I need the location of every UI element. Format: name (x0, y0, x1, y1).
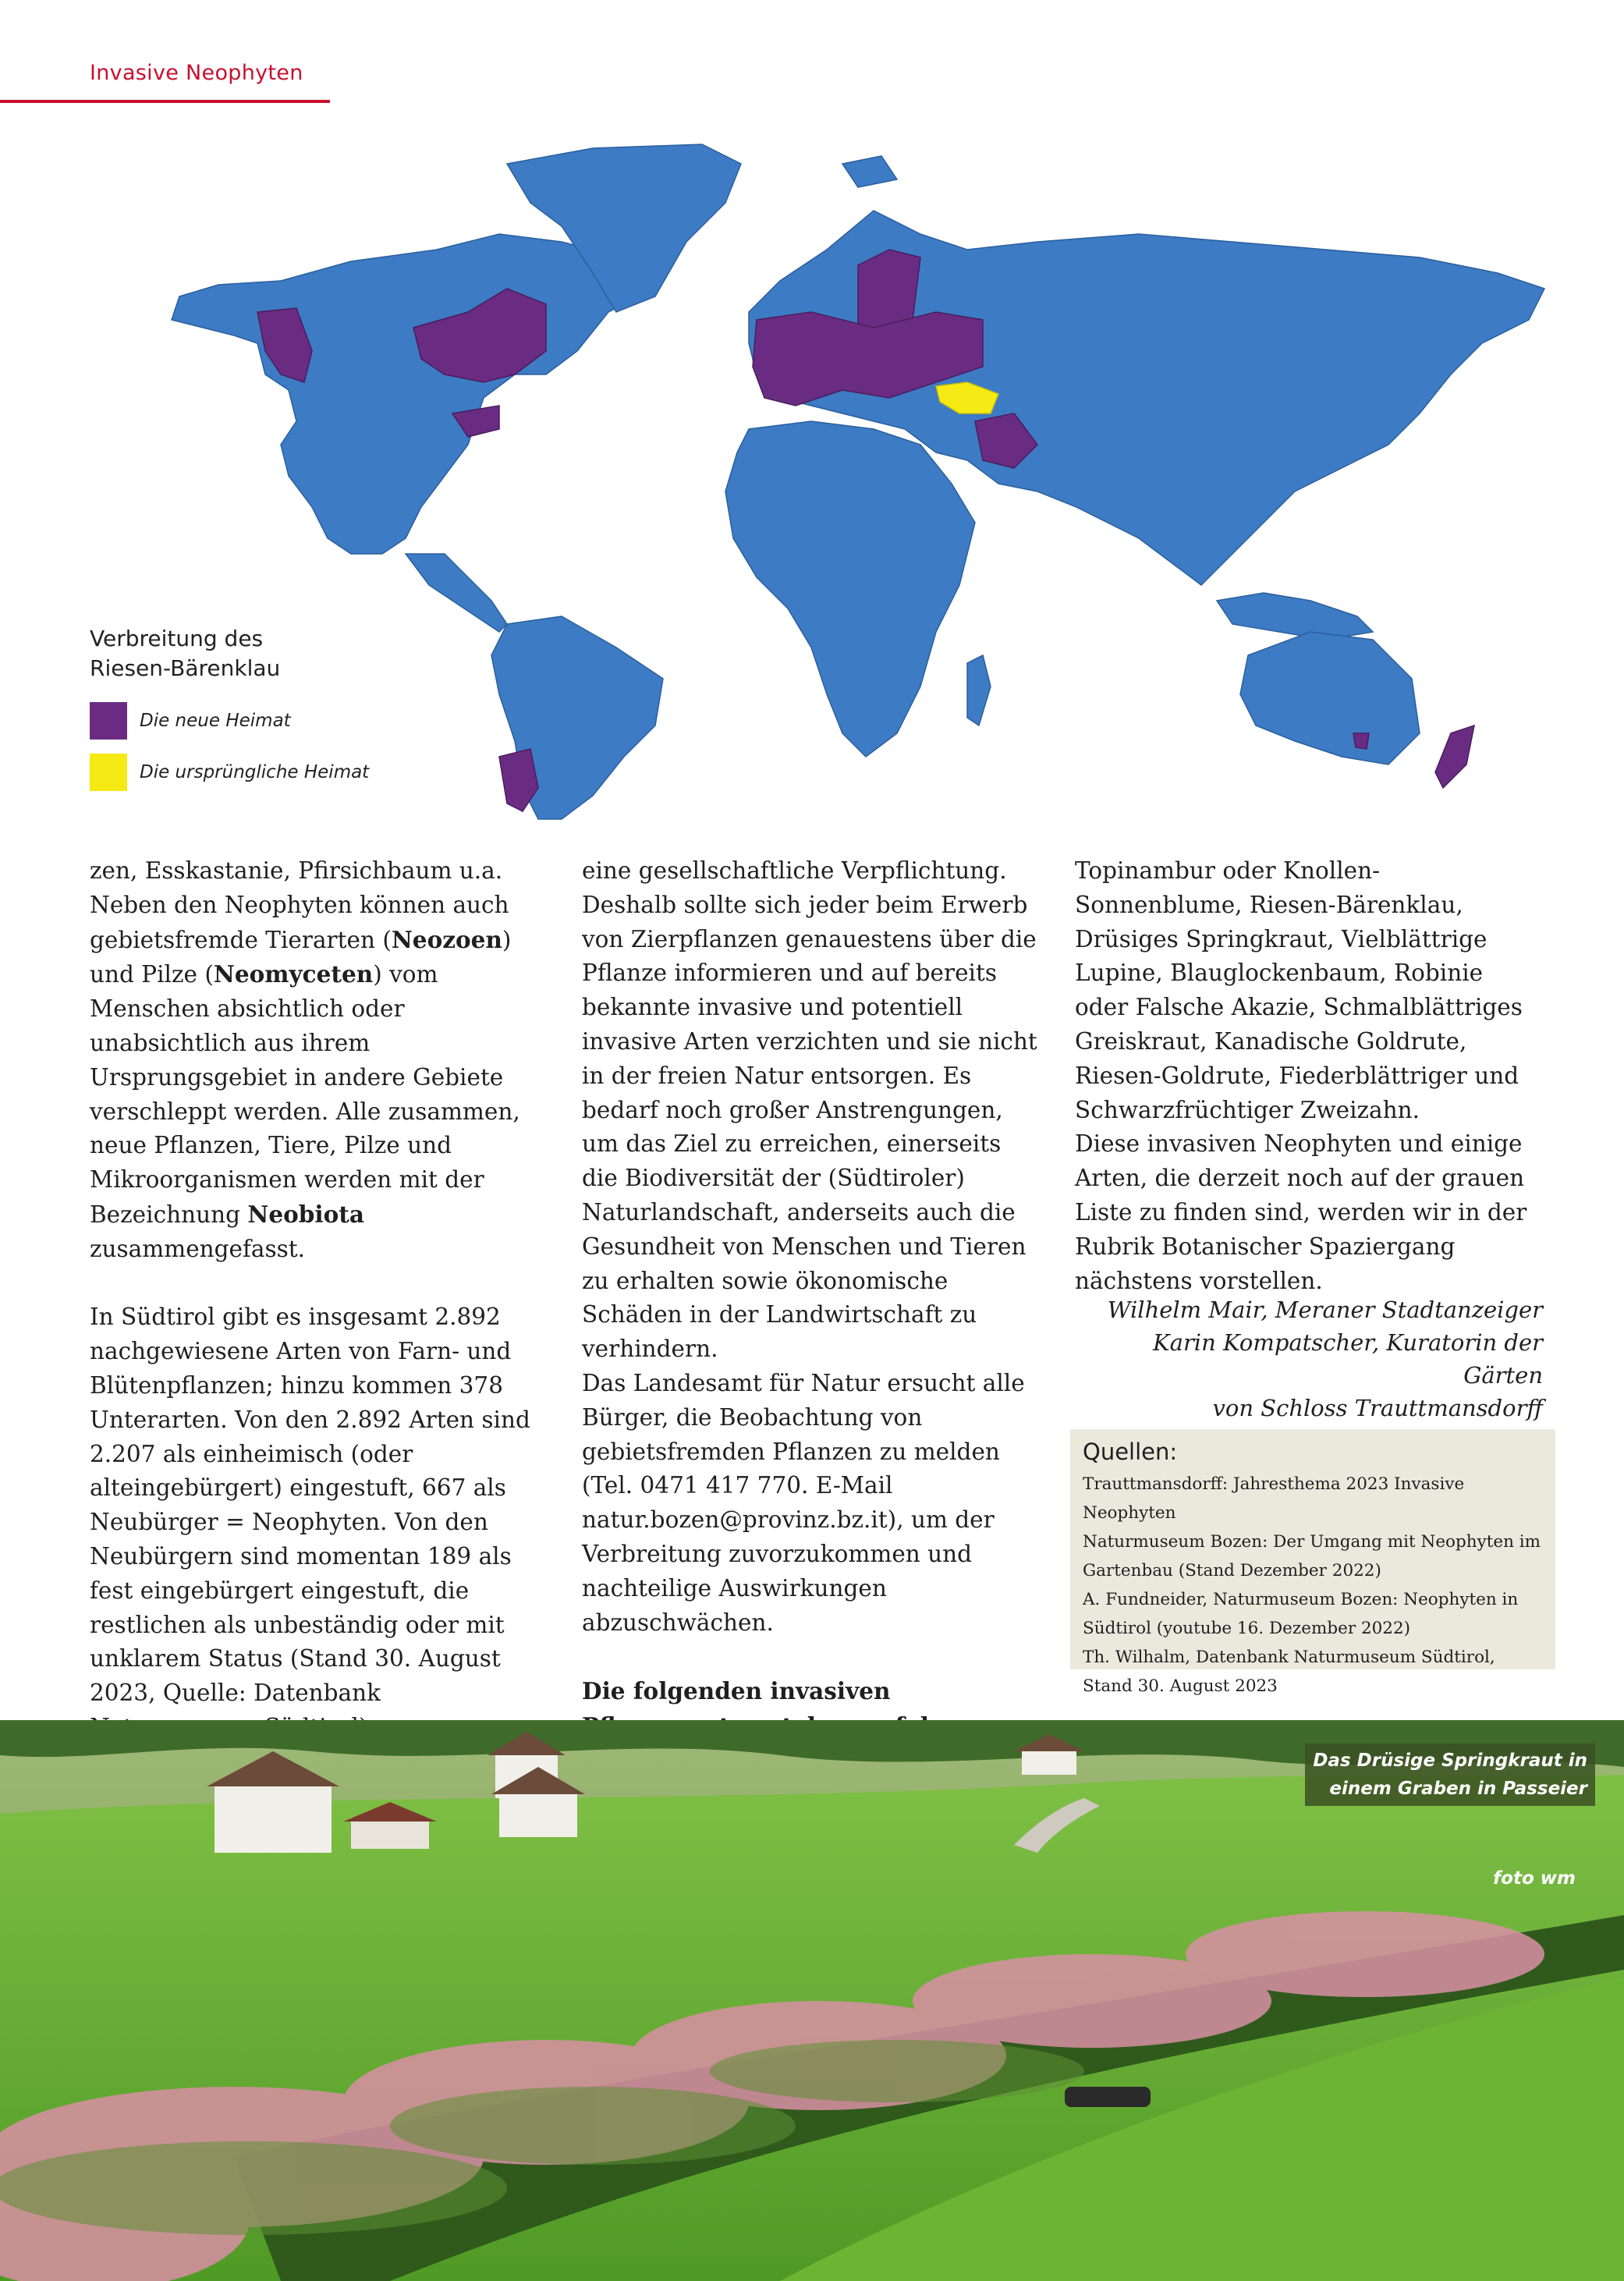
photo-caption: Das Drüsige Springkraut in einem Graben in Passeier (1305, 1744, 1595, 1806)
legend-item-origin: Die ursprüngliche Heimat (90, 754, 369, 791)
author-credits: Wilhelm Mair, Meraner Stadtanzeiger Karin Kompatscher, Kuratorin der Gärten von Schloss Trauttmansdorff (1107, 1297, 1543, 1421)
paragraph: Diese invasiven Neophyten und einige Arten, die derzeit noch auf der grauen Liste zu finden sind, werden wir in der Rubrik Botanischer Spaziergang nächstens vorstellen. (1075, 1130, 1527, 1294)
sources-box (1070, 1429, 1555, 1696)
north-america-shape (172, 234, 640, 554)
tasmania-region (1353, 733, 1369, 749)
madagascar-shape (967, 655, 991, 725)
text-column-3 (1075, 854, 1543, 1298)
paragraph: Die folgenden invasiven (582, 1677, 891, 1705)
new-zealand-region (1435, 725, 1474, 788)
header-rule (0, 100, 330, 103)
purple-swatch (90, 702, 127, 740)
arctic-islands-shape (842, 156, 897, 187)
paragraph: zen, Esskastanie, Pfirsichbaum u.a. Neben den Neophyten können auch gebietsfremde Tierarten (Neozoen) und Pilze (Neomyceten) vom Menschen absichtlich oder unabsichtlich aus ihrem Ursprungsgebiet in andere Gebiete verschleppt werden. Alle zusammen, neue Pflanzen, Tiere, Pilze und Mikroorganismen werden mit der Bezeichnung Neobiota zusammengefasst. (90, 857, 520, 1262)
photo-credit: foto wm (1493, 1868, 1576, 1889)
sources-list: Trauttmansdorff: Jahresthema 2023 Invasive Neophyten Naturmuseum Bozen: Der Umgang mit Neophyten im Gartenbau (Stand Dezember 2022) A. Fundneider, Naturmuseum Bozen: Neophyten in Südtirol (youtube 16. Dezember 2022) Th. Wilhalm, Datenbank Naturmuseum Südtirol, Stand 30. August 2023 (1083, 1474, 1541, 1696)
paragraph: eine gesellschaftliche Verpflichtung. Deshalb sollte sich jeder beim Erwerb von Zierpflanzen genauestens über die Pflanze informieren und auf bereits bekannte invasive und potentiell invasive Arten verzichten und sie nicht in der freien Natur entsorgen. Es bedarf noch großer Anstrengungen, um das Ziel zu erreichen, einerseits die Biodiversität der (Südtiroler) Naturlandschaft, anderseits auch die Gesundheit von Menschen und Tieren zu erhalten sowie ökonomische Schäden in der Landwirtschaft zu verhindern. (582, 857, 1037, 1363)
paragraph: In Südtirol gibt es insgesamt 2.892 nachgewiesene Arten von Farn- und Blütenpflanzen; hinzu kommen 378 Unterarten. Von den 2.892 Arten sind 2.207 als einheimisch (oder alteingebürgert) eingestuft, 667 als Neubürger = Neophyten. Von den Neubürgern sind momentan 189 als fest eingebürgert eingestuft, die restlichen als unbeständig oder mit unklarem Status (Stand 30. August 2023, Quelle: Datenbank (90, 1304, 530, 1707)
africa-shape (725, 421, 975, 757)
central-america-shape (406, 554, 507, 632)
map-legend-title: Verbreitung des Riesen-Bärenklau (90, 626, 281, 681)
paragraph: Topinambur oder Knollen-Sonnenblume, Riesen-Bärenklau, Drüsiges Springkraut, Vielblättrige Lupine, Blauglockenbaum, Robinie oder Falsche Akazie, Schmalblättriges Greiskraut, Kanadische Goldrute, Riesen-Goldrute, Fiederblättriger und Schwarzfrüchtiger Zweizahn. (1075, 857, 1523, 1123)
paragraph: Das Landesamt für Natur ersucht alle Bürger, die Beobachtung von gebietsfremden Pflanzen zu melden (Tel. 0471 417 770. E-Mail natur.bozen@provinz.bz.it), um der Verbreitung zuvorzukommen und nachteilige Auswirkungen abzuschwächen. (582, 1369, 1025, 1636)
southeast-asia-islands-shape (1217, 593, 1373, 640)
legend-item-new-home: Die neue Heimat (90, 702, 291, 740)
drain-pipe (1065, 2087, 1151, 2107)
australia-shape (1240, 632, 1420, 764)
section-header: Invasive Neophyten (90, 61, 303, 85)
sources-title: Quellen: (1083, 1438, 1178, 1465)
yellow-swatch (90, 754, 127, 791)
